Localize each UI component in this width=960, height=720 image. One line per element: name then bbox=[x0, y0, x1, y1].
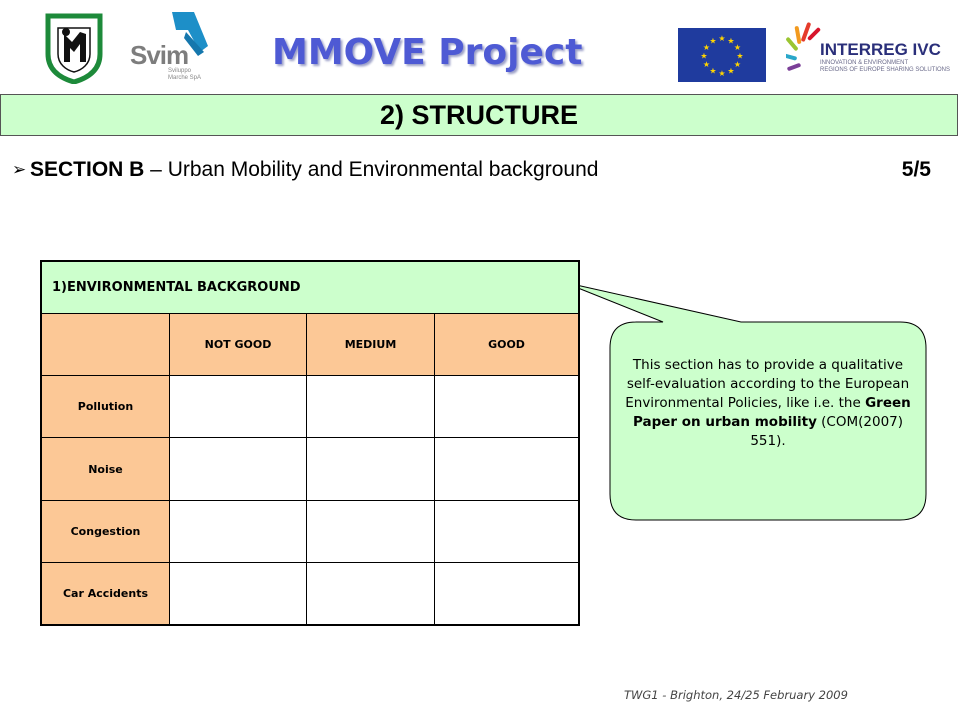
callout-text-part-1: This section has to provide a qualitative self-evaluation according to the European Environmental Policies, like i.e. the bbox=[625, 357, 910, 411]
svim-logo-text: Svim bbox=[130, 40, 189, 70]
svg-text:★: ★ bbox=[727, 66, 735, 76]
interreg-subtext-line-1: INNOVATION & ENVIRONMENT bbox=[820, 60, 909, 66]
svg-text:★: ★ bbox=[727, 36, 735, 46]
svg-text:★: ★ bbox=[736, 51, 744, 61]
table-row bbox=[41, 562, 579, 625]
page-number: 5/5 bbox=[901, 158, 931, 181]
svg-text:★: ★ bbox=[718, 34, 726, 43]
noise-not-good-cell bbox=[170, 438, 307, 500]
pollution-not-good-cell bbox=[170, 376, 307, 438]
interreg-subtext-line-2: REGIONS OF EUROPE SHARING SOLUTIONS bbox=[820, 67, 951, 73]
row-header-noise: Noise bbox=[41, 438, 170, 500]
svg-text:★: ★ bbox=[702, 43, 711, 52]
pollution-good-cell bbox=[435, 376, 580, 438]
project-title: MMOVE Project bbox=[272, 32, 583, 73]
column-header-medium: MEDIUM bbox=[307, 314, 435, 376]
section-separator: – bbox=[144, 158, 168, 181]
section-label: SECTION B bbox=[30, 158, 145, 181]
car-accidents-medium-cell bbox=[307, 562, 435, 625]
car-accidents-not-good-cell bbox=[170, 562, 307, 625]
congestion-not-good-cell bbox=[170, 500, 307, 562]
footer-text: TWG1 - Brighton, 24/25 February 2009 bbox=[624, 688, 848, 702]
column-header-not-good: NOT GOOD bbox=[170, 314, 307, 376]
svg-text:★: ★ bbox=[733, 60, 742, 69]
table-row bbox=[41, 438, 579, 500]
environmental-table bbox=[40, 260, 580, 626]
svg-text:★: ★ bbox=[709, 66, 717, 76]
row-header-congestion: Congestion bbox=[41, 500, 170, 562]
table-row bbox=[41, 376, 579, 438]
noise-medium-cell bbox=[307, 438, 435, 500]
arrow-bullet-icon: ➢ bbox=[12, 160, 27, 179]
row-header-car-accidents: Car Accidents bbox=[41, 562, 170, 625]
svg-text:★: ★ bbox=[718, 69, 726, 78]
callout-text-part-2: (COM(2007) 551). bbox=[750, 414, 904, 449]
table-corner-cell bbox=[41, 314, 170, 376]
svim-logo-subtext: Sviluppo Marche SpA bbox=[168, 68, 202, 81]
callout-text bbox=[622, 356, 914, 451]
congestion-good-cell bbox=[435, 500, 580, 562]
column-header-good: GOOD bbox=[435, 314, 580, 376]
svg-text:★: ★ bbox=[702, 60, 711, 69]
svg-text:★: ★ bbox=[700, 51, 708, 61]
table-row bbox=[41, 500, 579, 562]
svg-text:★: ★ bbox=[709, 36, 717, 46]
slide-title: 2) STRUCTURE bbox=[379, 100, 578, 130]
table-title: 1)ENVIRONMENTAL BACKGROUND bbox=[41, 261, 579, 314]
pollution-medium-cell bbox=[307, 376, 435, 438]
callout-text-bold: Green Paper on urban mobility bbox=[632, 395, 911, 430]
section-description: Urban Mobility and Environmental background bbox=[167, 158, 599, 181]
row-header-pollution: Pollution bbox=[41, 376, 170, 438]
svg-text:★: ★ bbox=[733, 43, 742, 52]
noise-good-cell bbox=[435, 438, 580, 500]
congestion-medium-cell bbox=[307, 500, 435, 562]
interreg-logo-text: INTERREG IVC bbox=[820, 40, 941, 59]
car-accidents-good-cell bbox=[435, 562, 580, 625]
